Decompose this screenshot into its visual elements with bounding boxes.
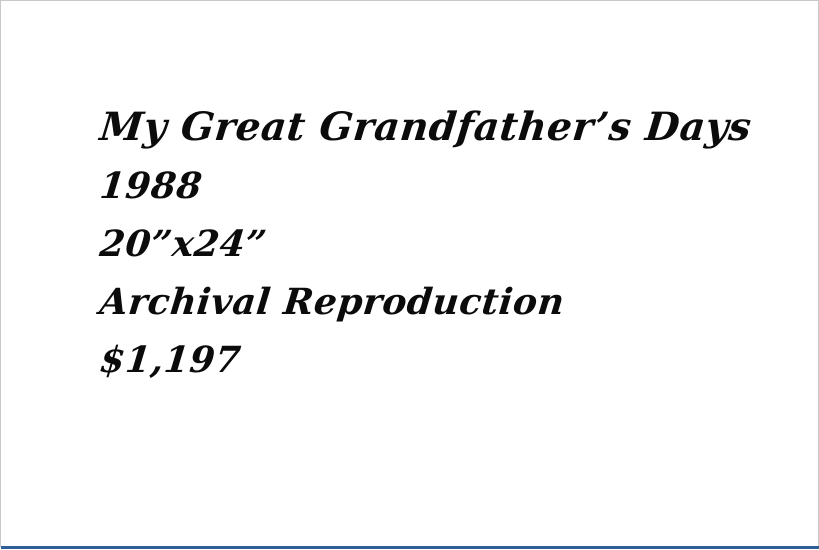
artwork-size: 20”x24”	[97, 223, 269, 265]
artwork-details	[97, 97, 754, 389]
artwork-price: $1,197	[97, 339, 244, 381]
artwork-medium: Archival Reproduction	[97, 281, 567, 323]
bottom-border	[1, 546, 819, 549]
artwork-year: 1988	[97, 165, 205, 207]
artwork-title: My Great Grandfather’s Days	[97, 104, 754, 150]
